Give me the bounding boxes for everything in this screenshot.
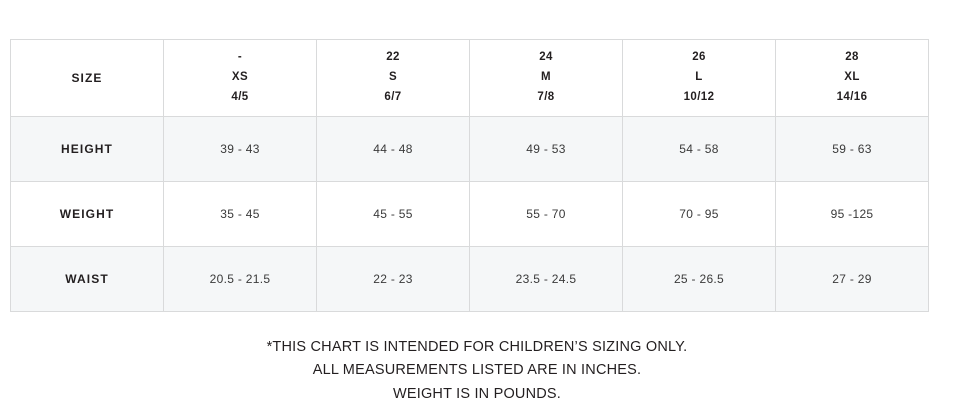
header-label-size: SIZE [71, 71, 103, 85]
cell-waist-xs [164, 247, 317, 312]
header-l-line2: L [695, 71, 703, 84]
table-row [11, 117, 929, 182]
size-chart-container [10, 39, 922, 312]
cell-weight-s [317, 182, 470, 247]
row-label-height: HEIGHT [61, 142, 113, 156]
header-xl-line2: XL [844, 71, 860, 84]
header-cell-xs [164, 40, 317, 117]
header-l-line3: 10/12 [683, 90, 715, 103]
cell-weight-xl [776, 182, 929, 247]
cell-value: 20.5 - 21.5 [209, 272, 271, 286]
table-row [11, 247, 929, 312]
header-stack-m [470, 48, 622, 107]
header-cell-xl [776, 40, 929, 117]
chart-notes [0, 336, 954, 406]
cell-value: 22 - 23 [373, 272, 413, 286]
header-l-line1: 26 [692, 51, 706, 64]
header-stack-l [623, 48, 775, 107]
cell-waist-m [470, 247, 623, 312]
cell-value: 45 - 55 [373, 207, 413, 221]
chart-note-line-2: ALL MEASUREMENTS LISTED ARE IN INCHES. [312, 362, 642, 379]
header-cell-size [11, 40, 164, 117]
row-label-cell-waist [11, 247, 164, 312]
row-label-cell-weight [11, 182, 164, 247]
cell-value: 44 - 48 [373, 142, 413, 156]
cell-value: 95 -125 [830, 207, 874, 221]
header-xl-line1: 28 [845, 51, 859, 64]
cell-value: 54 - 58 [679, 142, 719, 156]
header-cell-m [470, 40, 623, 117]
row-label-waist: WAIST [65, 272, 109, 286]
header-cell-l [623, 40, 776, 117]
cell-height-s [317, 117, 470, 182]
cell-value: 35 - 45 [220, 207, 260, 221]
table-header-row [11, 40, 929, 117]
cell-value: 39 - 43 [220, 142, 260, 156]
table-row [11, 182, 929, 247]
cell-weight-l [623, 182, 776, 247]
cell-waist-l [623, 247, 776, 312]
header-stack-s [317, 48, 469, 107]
cell-weight-m [470, 182, 623, 247]
header-stack-xl [776, 48, 928, 107]
cell-value: 70 - 95 [679, 207, 719, 221]
cell-height-l [623, 117, 776, 182]
row-label-weight: WEIGHT [59, 207, 115, 221]
size-chart-table [10, 39, 929, 312]
header-m-line2: M [541, 71, 551, 84]
cell-value: 25 - 26.5 [673, 272, 725, 286]
header-m-line1: 24 [539, 51, 553, 64]
chart-note-line-1: *THIS CHART IS INTENDED FOR CHILDREN’S SIZING ONLY. [266, 339, 688, 355]
header-xs-line2: XS [231, 71, 249, 84]
header-s-line1: 22 [386, 51, 400, 64]
header-xl-line3: 14/16 [836, 90, 868, 103]
cell-weight-xs [164, 182, 317, 247]
header-m-line3: 7/8 [537, 90, 555, 103]
cell-waist-xl [776, 247, 929, 312]
cell-height-xl [776, 117, 929, 182]
row-label-cell-height [11, 117, 164, 182]
header-s-line2: S [388, 71, 398, 84]
header-xs-line1: - [237, 51, 243, 64]
chart-note-line-3: WEIGHT IS IN POUNDS. [392, 385, 562, 402]
cell-waist-s [317, 247, 470, 312]
cell-value: 23.5 - 24.5 [515, 272, 577, 286]
header-xs-line3: 4/5 [231, 90, 249, 103]
header-cell-s [317, 40, 470, 117]
header-s-line3: 6/7 [384, 90, 402, 103]
header-stack-xs [164, 48, 316, 107]
cell-value: 55 - 70 [526, 207, 566, 221]
cell-height-m [470, 117, 623, 182]
cell-value: 49 - 53 [526, 142, 566, 156]
cell-value: 27 - 29 [832, 272, 872, 286]
cell-value: 59 - 63 [832, 142, 872, 156]
cell-height-xs [164, 117, 317, 182]
